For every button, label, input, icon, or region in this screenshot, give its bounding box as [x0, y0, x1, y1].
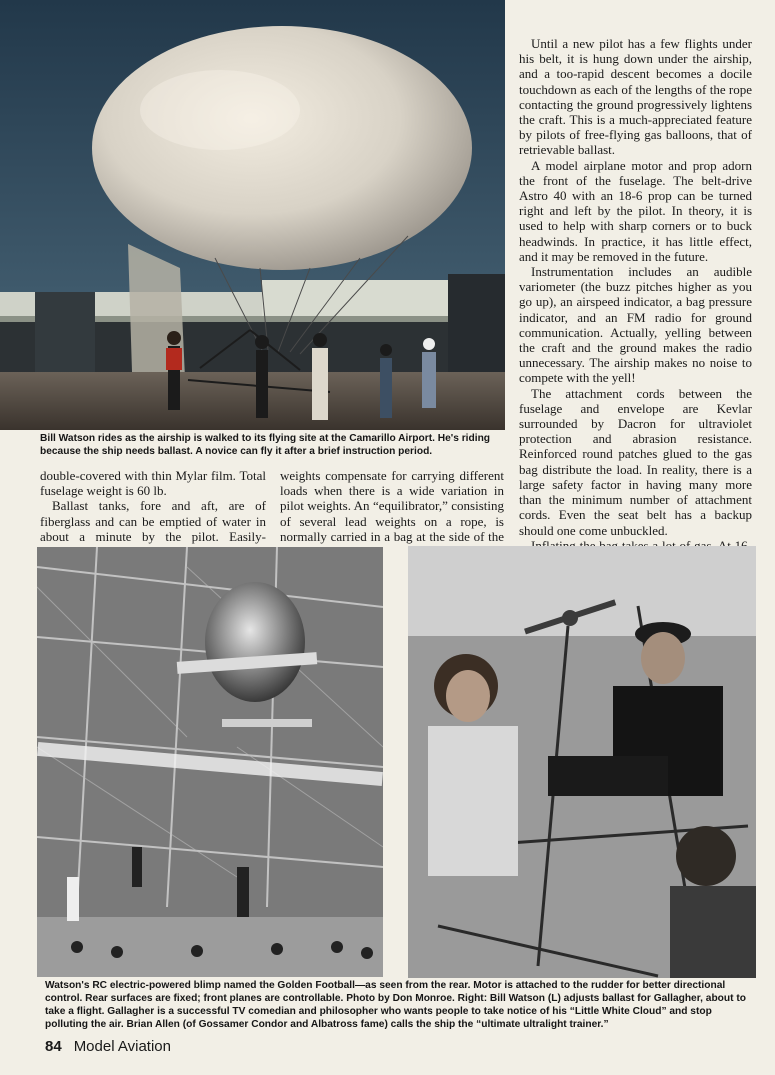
- page-footer: [45, 1038, 171, 1056]
- paragraph: The attachment cords between the fuselage and envelope are Kevlar surrounded by Dacron for ultraviolet protection and abrasion resistance. Reinforced round patches glued to the gas bag distribute the load. In reality, there is a large safety factor in having many more than the minimum number of attachment cords. Even the seat belt has a backup should one come unbuckled.: [519, 385, 752, 538]
- airship-field-photo: [0, 0, 505, 430]
- magazine-name: Model Aviation: [73, 1038, 171, 1055]
- blimp-hangar-illustration: [37, 547, 383, 977]
- paragraph: weights compensate for carrying different loads when there is a wide variation in pilot weights. An “equilibrator,” consisting of several lead weights on a rope, is normally carried in a bag at the side of the: [280, 468, 504, 544]
- paragraph: Ballast tanks, fore and aft, are of fiberglass and can be emptied of water in about a minute by the pilot. Easily-: [40, 498, 266, 544]
- top-photo-caption: Bill Watson rides as the airship is walked to its flying site at the Camarillo Airport. He's riding because the ship needs ballast. A novice can fly it after a brief instruction period.: [40, 433, 491, 457]
- right-text-column: [519, 36, 752, 599]
- paragraph: A model airplane motor and prop adorn the front of the fuselage. The belt-drive Astro 40 with an 18-6 prop can be turned right and left by the pilot. In theory, it is used to help with sharp corners or to buck headwinds. In practice, it has little effect, and it may be removed in the future.: [519, 157, 752, 264]
- bottom-photos-caption: Watson's RC electric-powered blimp named the Golden Football—as seen from the rear. Motor is attached to the rudder for better directional control. Rear surfaces are fixed; front planes are controllable. Photo by Don Monroe. Right: Bill Watson (L) adjusts ballast for Gallagher, about to take a flight. Gallagher is a successful TV comedian and philosopher who wants people to take notice of his “Little White Cloud” and stop polluting the air. Brian Allen (of Gossamer Condor and Albatross fame) calls the ship the “ultimate ultralight trainer.”: [45, 980, 746, 1030]
- ballast-adjustment-illustration: [408, 546, 756, 978]
- bottom-left-text-column: [40, 468, 266, 559]
- paragraph: Until a new pilot has a few flights under his belt, it is hung down under the airship, and a too-rapid descent becomes a docile touchdown as each of the lengths of the rope contacting the ground progressively lightens the craft. This is a much-appreciated feature by pilots of free-flying gas balloons, that of retrievable ballast.: [519, 36, 752, 158]
- blimp-hangar-photo: [37, 547, 383, 977]
- paragraph: double-covered with thin Mylar film. Total fuselage weight is 60 lb.: [40, 468, 266, 499]
- airship-field-illustration: [0, 0, 505, 430]
- page-number: 84: [45, 1038, 62, 1055]
- paragraph: Instrumentation includes an audible variometer (the buzz pitches higher as you go up), an airspeed indicator, a bag pressure indicator, and an FM radio for ground communication. Actually, yelling between the craft and the ground makes the radio unnecessary. The airship makes no noise to compete with the yell!: [519, 264, 752, 386]
- ballast-adjustment-photo: [408, 546, 756, 978]
